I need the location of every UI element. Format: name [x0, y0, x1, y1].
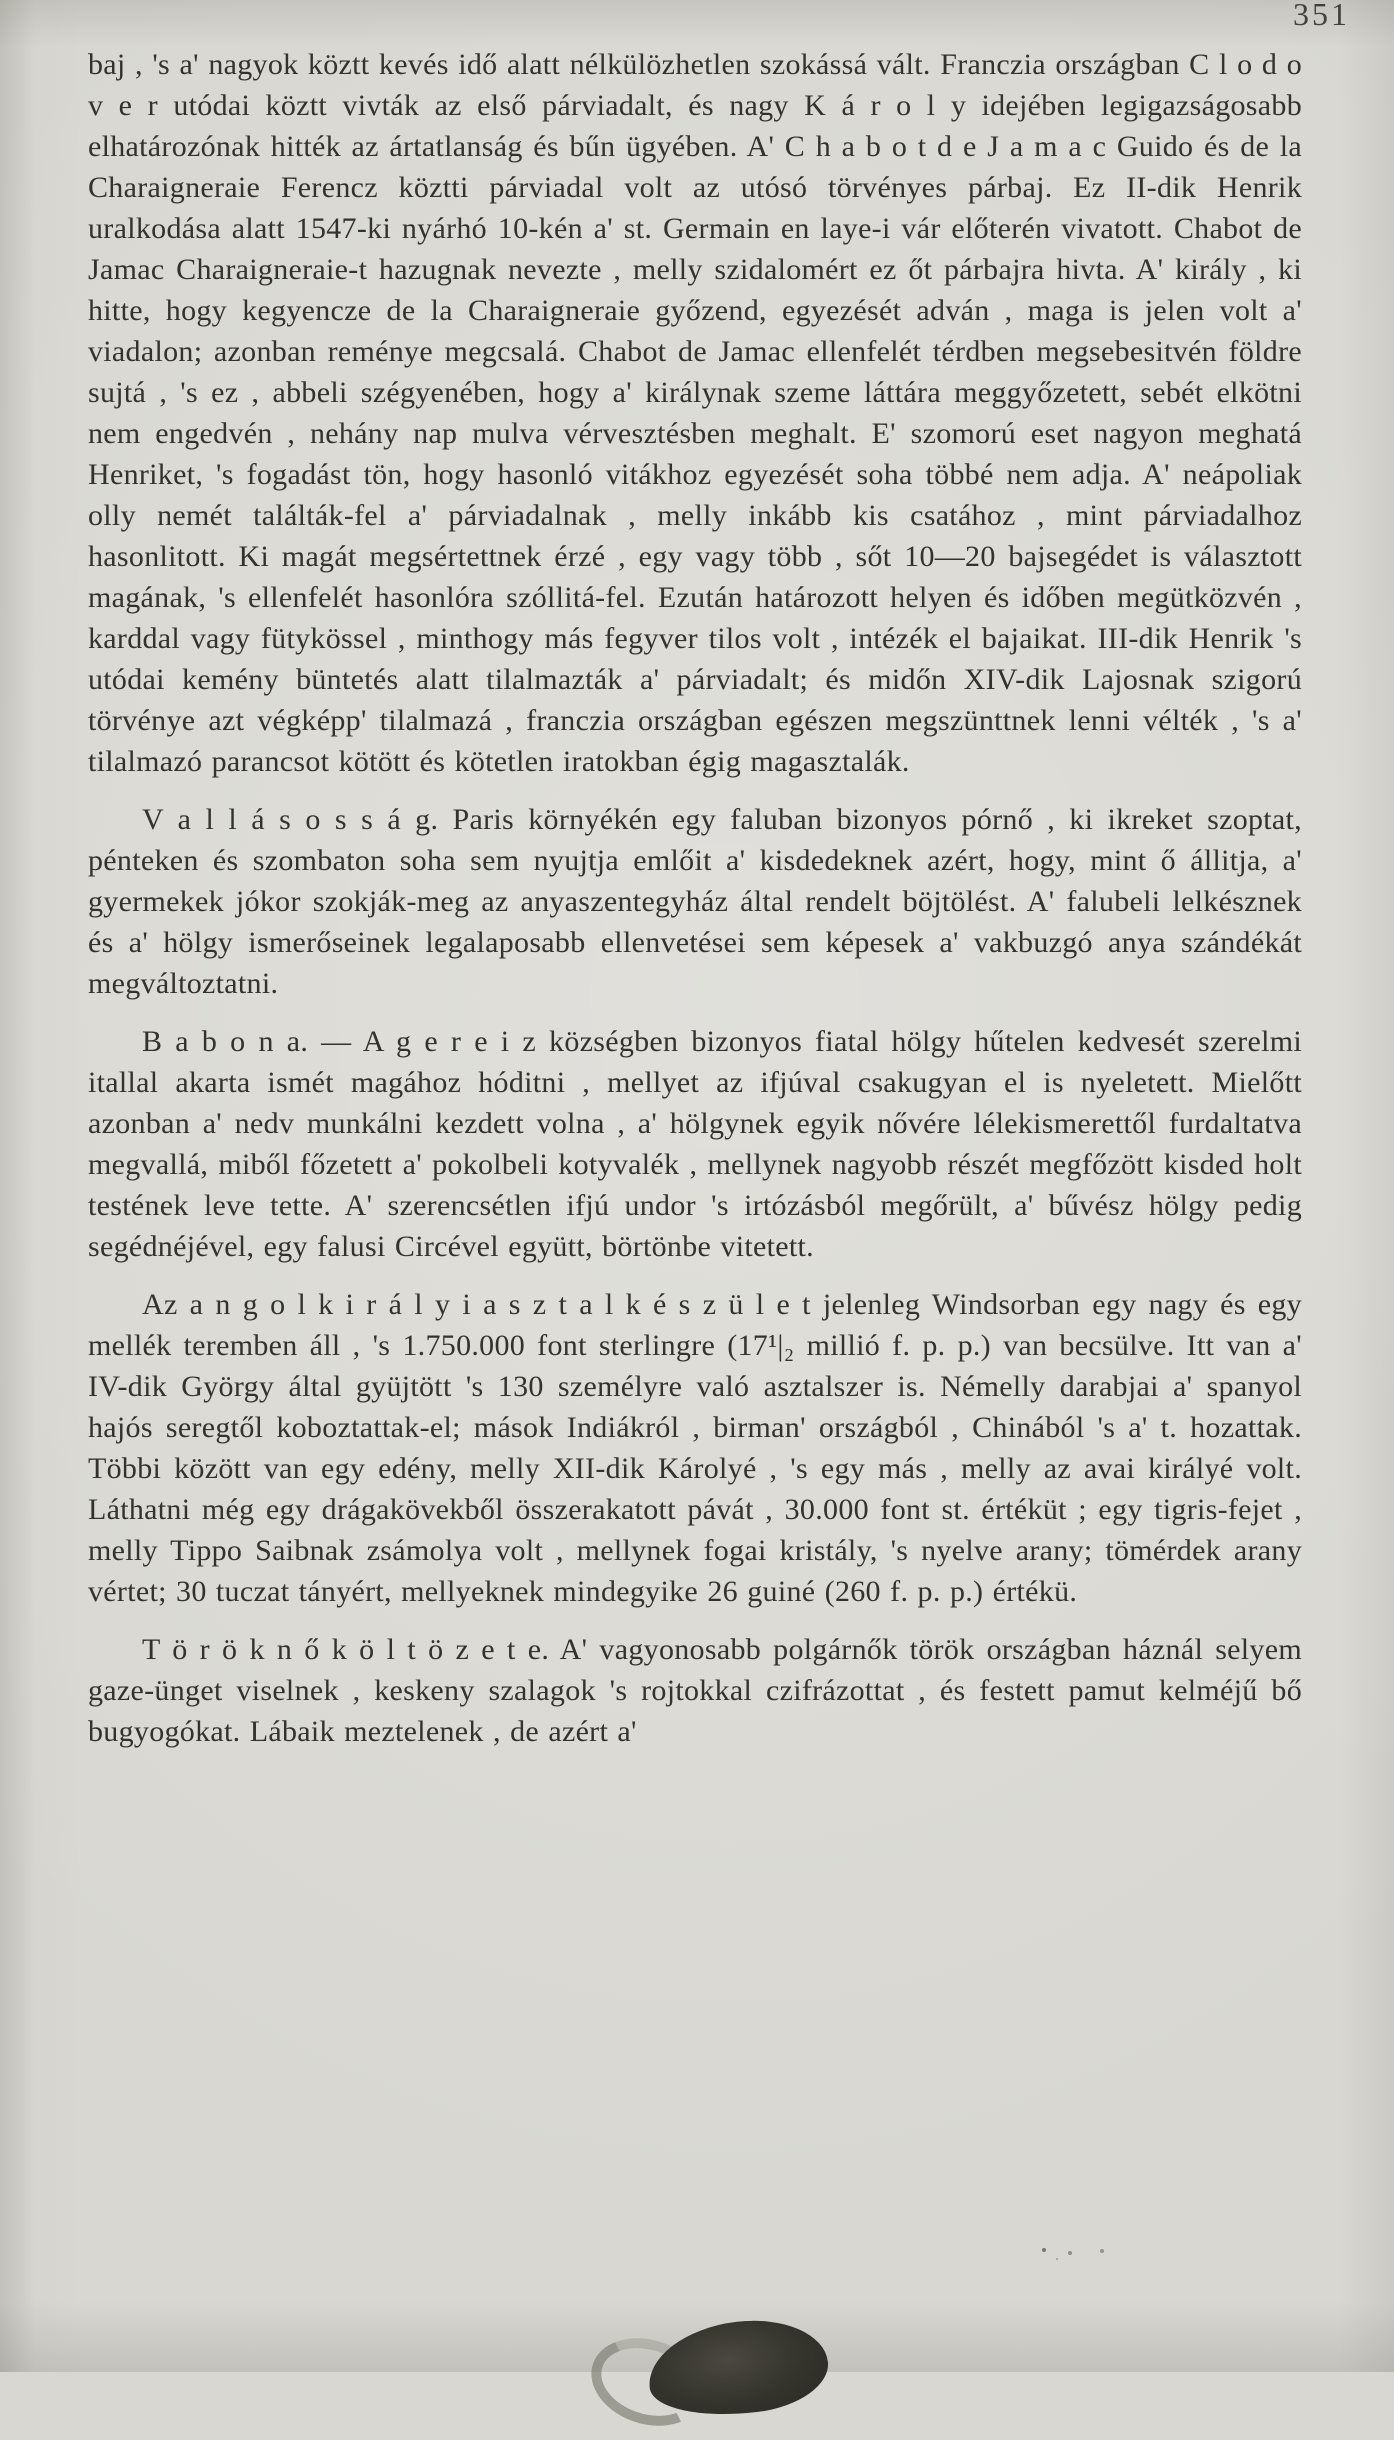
- paragraph-babona: B a b o n a. — A g e r e i z községben bizonyos fiatal hölgy hűtelen kedvesét szerelmi itallal akarta ismét magához hóditni , mellyet az ifjúval csakugyan el is nyeletett. Mielőtt azonban a' nedv munkálni kezdett volna , a' hölgynek egyik nővére lélekismerettől furdaltatva megvallá, miből főzetett a' pokolbeli kotyvalék , mellynek nagyobb részét megfőzött kisded holt testének leve tette. A' szerencsétlen ifjú undor 's irtózásból megőrült, a' bűvész hölgy pedig segédnéjével, egy falusi Circével együtt, börtönbe vitetett.: [88, 1025, 1302, 1263]
- paper-specks: [1042, 2248, 1046, 2252]
- text-block: [88, 44, 1302, 1769]
- paragraph-vallasossag: V a l l á s o s s á g. Paris környékén egy faluban bizonyos pórnő , ki ikreket szoptat, pénteken és szombaton soha sem nyujtja emlőit a' kisdedeknek azért, hogy, mint ő állitja, a' gyermekek jókor szokják-meg az anyaszentegyház által rendelt böjtölést. A' falubeli lelkésznek és a' hölgy ismerőseinek legalaposabb ellenvetései sem képesek a' vakbuzgó anya szándékát megváltoztatni.: [88, 803, 1302, 1000]
- ink-stain: [590, 2296, 850, 2396]
- paragraph-royal-tableware: Az a n g o l k i r á l y i a s z t a l k é s z ü l e t jelenleg Windsorban egy nagy és egy mellék teremben áll , 's 1.750.000 font sterlingre (17¹|₂ millió f. p. p.) van becsülve. Itt van a' IV-dik György által gyüjtött 's 130 személyre való asztalszer is. Némelly darabjai a' spanyol hajós seregtől koboztattak-el; mások Indiákról , birman' országból , Chinából 's a' t. hozattak. Többi között van egy edény, melly XII-dik Károlyé , 's egy más , melly az avai királyé volt. Láthatni még egy drágakövekből összerakatott pávát , 30.000 font st. értéküt ; egy tigris-fejet , melly Tippo Saibnak zsámolya volt , mellynek fogai kristály, 's nyelve arany; tömérdek arany vértet; 30 tuczat tányért, mellyeknek mindegyike 26 guiné (260 f. p. p.) értékü.: [88, 1288, 1302, 1608]
- paragraph-turkish-women-attire: T ö r ö k n ő k ö l t ö z e t e. A' vagyonosabb polgárnők török országban háznál selyem gaze-ünget viselnek , keskeny szalagok 's rojtokkal czifrázottat , és festett pamut kelméjű bő bugyogókat. Lábaik meztelenek , de azért a': [88, 1633, 1302, 1748]
- page-number: 351: [1293, 0, 1350, 32]
- paragraph-duel-history: baj , 's a' nagyok köztt kevés idő alatt nélkülözhetlen szokássá vált. Franczia országban C l o d o v e r utódai köztt vivták az első párviadalt, és nagy K á r o l y idejében legigazságosabb elhatározónak hitték az ártatlanság és bűn ügyében. A' C h a b o t d e J a m a c Guido és de la Charaigneraie Ferencz köztti párviadal volt az utósó törvényes párbaj. Ez II-dik Henrik uralkodása alatt 1547-ki nyárhó 10-kén a' st. Germain en laye-i vár előterén vivatott. Chabot de Jamac Charaigneraie-t hazugnak nevezte , melly szidalomért ez őt párbajra hivta. A' király , ki hitte, hogy kegyencze de la Charaigneraie győzend, egyezését adván , maga is jelen volt a' viadalon; azonban reménye megcsalá. Chabot de Jamac ellenfelét térdben megsebesitvén földre sujtá , 's ez , abbeli szégyenében, hogy a' királynak szeme láttára meggyőzetett, sebét elkötni nem engedvén , nehány nap mulva vérvesztésben meghalt. E' szomorú eset nagyon meghatá Henriket, 's fogadást tön, hogy hasonló vitákhoz egyezését soha többé nem adja. A' neápoliak olly nemét találták-fel a' párviadalnak , melly inkább kis csatához , mint párviadalhoz hasonlitott. Ki magát megsértettnek érzé , egy vagy több , sőt 10—20 bajsegédet is választott magának, 's ellenfelét hasonlóra szóllitá-fel. Ezután határozott helyen és időben megütközvén , karddal vagy fütykössel , minthogy más fegyver tilos volt , intézék el bajaikat. III-dik Henrik 's utódai kemény büntetés alatt tilalmazták a' párviadalt; és midőn XIV-dik Lajosnak szigorú törvénye azt végképp' tilalmazá , franczia országban egészen megszünttnek lenni vélték , 's a' tilalmazó parancsot kötött és kötetlen iratokban égig magasztalák.: [88, 48, 1302, 778]
